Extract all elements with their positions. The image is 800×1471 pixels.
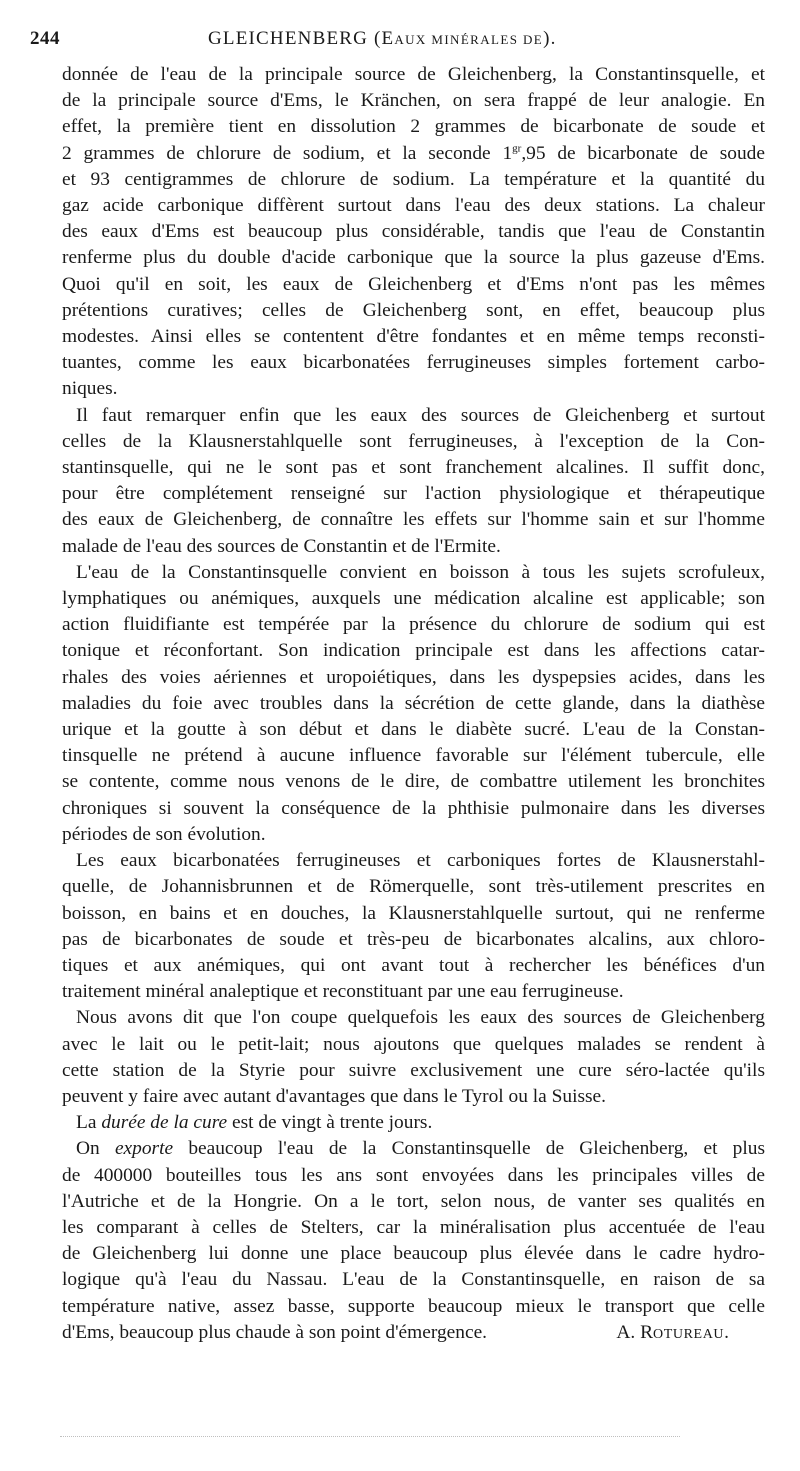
text-fragment: est de vingt à trente jours.: [227, 1112, 433, 1134]
text-line: renferme plus du double d'acide carbonique que la source la plus gazeuse d'Ems.: [62, 247, 765, 269]
running-head-small: AUX MINÉRALES DE: [394, 32, 544, 47]
text-line: gaz acide carbonique diffèrent surtout dans l'eau des deux stations. La chaleur: [62, 195, 765, 217]
text-line: lymphatiques ou anémiques, auxquels une médication alcaline est applicable; son: [62, 588, 765, 610]
text-line: l'Autriche et de la Hongrie. On a le tort, selon nous, de vanter ses qualités en: [62, 1190, 765, 1212]
text-line: stantinsquelle, qui ne le sont pas et sont franchement alcalines. Il suffit donc,: [62, 457, 765, 479]
superscript-unit: gr: [512, 142, 522, 155]
running-head: [208, 28, 557, 50]
text-line: tonique et réconfortant. Son indication principale est dans les affections catar-: [62, 640, 765, 662]
text-line: modestes. Ainsi elles se contentent d'être fondantes et en même temps reconsti-: [62, 326, 765, 348]
closing-line: [62, 1320, 765, 1346]
paragraph-start-line: L'eau de la Constantinsquelle convient en boisson à tous les sujets scrofuleux,: [76, 561, 765, 583]
footer-rule: [60, 1436, 680, 1439]
text-line: de la principale source d'Ems, le Kränchen, on sera frappé de leur analogie. En: [62, 90, 765, 112]
signature-end: .: [724, 1321, 729, 1343]
text-line: tinsquelle ne prétend à aucune influence favorable sur l'élément tubercule, elle: [62, 745, 765, 767]
text-line: maladies du foie avec troubles dans la sécrétion de cette glande, dans la diathèse: [62, 692, 765, 714]
text-line: de 400000 bouteilles tous les ans sont envoyées dans les principales villes de: [62, 1164, 765, 1186]
text-line: quelle, de Johannisbrunnen et de Römerquelle, sont très-utilement prescrites en: [62, 876, 765, 898]
text-line: des eaux d'Ems est beaucoup plus considérable, tandis que l'eau de Constantin: [62, 221, 765, 243]
italic-term: durée de la cure: [101, 1112, 228, 1134]
text-line: peuvent y faire avec autant d'avantages que dans le Tyrol ou la Suisse.: [62, 1085, 606, 1107]
text-line: boisson, en bains et en douches, la Klausnerstahlquelle surtout, qui ne renferme: [62, 902, 765, 924]
page-header: [30, 28, 770, 58]
text-line: donnée de l'eau de la principale source de Gleichenberg, la Constantinsquelle, et: [62, 64, 765, 85]
paragraph-start-line: Il faut remarquer enfin que les eaux des sources de Gleichenberg et surtout: [76, 404, 765, 426]
text-fragment: beaucoup l'eau de la Constantinsquelle de Gleichenberg, et plus: [173, 1138, 766, 1160]
signature-small-caps: OTUREAU: [653, 1326, 725, 1342]
text-line: des eaux de Gleichenberg, de connaître les effets sur l'homme sain et sur l'homme: [62, 509, 765, 531]
text-line: niques.: [62, 378, 118, 400]
running-head-main: GLEICHENBERG (E: [208, 28, 395, 49]
text-line: se contente, comme nous venons de le dire, de combattre utilement les bronchites: [62, 771, 765, 793]
text-fragment: 2 grammes de chlorure de sodium, et la seconde 1: [62, 142, 513, 164]
text-line: action fluidifiante est tempérée par la présence du chlorure de sodium qui est: [62, 614, 765, 636]
text-line: périodes de son évolution.: [62, 823, 266, 845]
page-number: 244: [30, 28, 60, 49]
text-line: avec le lait ou le petit-lait; nous ajoutons que quelques malades se rendent à: [62, 1033, 765, 1055]
text-fragment: On: [76, 1138, 115, 1160]
text-line: logique qu'à l'eau du Nassau. L'eau de la Constantinsquelle, en raison de sa: [62, 1269, 765, 1291]
exporte-line: [62, 1136, 765, 1162]
duree-line: [62, 1110, 765, 1136]
text-line: les comparant à celles de Stelters, car la minéralisation plus accentuée de l'eau: [62, 1216, 765, 1238]
text-line: effet, la première tient en dissolution 2 grammes de bicarbonate de soude et: [62, 116, 765, 138]
text-line: tiques et aux anémiques, qui ont avant tout à rechercher les bénéfices d'un: [62, 954, 765, 976]
text-fragment: ,95 de bicarbonate de soude: [521, 142, 765, 164]
text-line-with-superscript: [62, 141, 765, 167]
text-line: de Gleichenberg lui donne une place beaucoup plus élevée dans le cadre hydro-: [62, 1243, 765, 1265]
paragraph-start-line: Nous avons dit que l'on coupe quelquefois les eaux des sources de Gleichenberg: [76, 1007, 765, 1029]
text-line: et 93 centigrammes de chlorure de sodium. La température et la quantité du: [62, 168, 765, 190]
text-fragment: d'Ems, beaucoup plus chaude à son point d'émergence.: [62, 1321, 488, 1343]
text-line: pas de bicarbonates de soude et très-peu de bicarbonates alcalins, aux chloro-: [62, 928, 765, 950]
text-fragment: La: [76, 1112, 102, 1134]
text-line: malade de l'eau des sources de Constantin et de l'Ermite.: [62, 535, 501, 557]
text-line: prétentions curatives; celles de Gleichenberg sont, en effet, beaucoup plus: [62, 299, 765, 321]
text-line: cette station de la Styrie pour suivre exclusivement une cure séro-lactée qu'ils: [62, 1059, 765, 1081]
text-line: rhales des voies aériennes et uropoiétiques, dans les dyspepsies acides, dans les: [62, 666, 765, 688]
text-line: pour être complétement renseigné sur l'action physiologique et thérapeutique: [62, 483, 765, 505]
article-body: [62, 62, 765, 1346]
running-head-end: ).: [543, 28, 557, 49]
signature-initial: A. R: [616, 1321, 654, 1343]
author-signature: [616, 1320, 729, 1348]
text-line: celles de la Klausnerstahlquelle sont ferrugineuses, à l'exception de la Con-: [62, 430, 765, 452]
text-line: tuantes, comme les eaux bicarbonatées ferrugineuses simples fortement carbo-: [62, 352, 765, 374]
italic-term: exporte: [114, 1138, 174, 1160]
text-line: traitement minéral analeptique et reconstituant par une eau ferrugineuse.: [62, 981, 624, 1003]
text-line: température native, assez basse, supporte beaucoup mieux le transport que celle: [62, 1295, 765, 1317]
text-line: chroniques si souvent la conséquence de la phthisie pulmonaire dans les diverses: [62, 797, 765, 819]
text-line: urique et la goutte à son début et dans le diabète sucré. L'eau de la Constan-: [62, 719, 765, 741]
text-line: Quoi qu'il en soit, les eaux de Gleichenberg et d'Ems n'ont pas les mêmes: [62, 273, 765, 295]
paragraph-start-line: Les eaux bicarbonatées ferrugineuses et carboniques fortes de Klausnerstahl-: [76, 850, 765, 872]
